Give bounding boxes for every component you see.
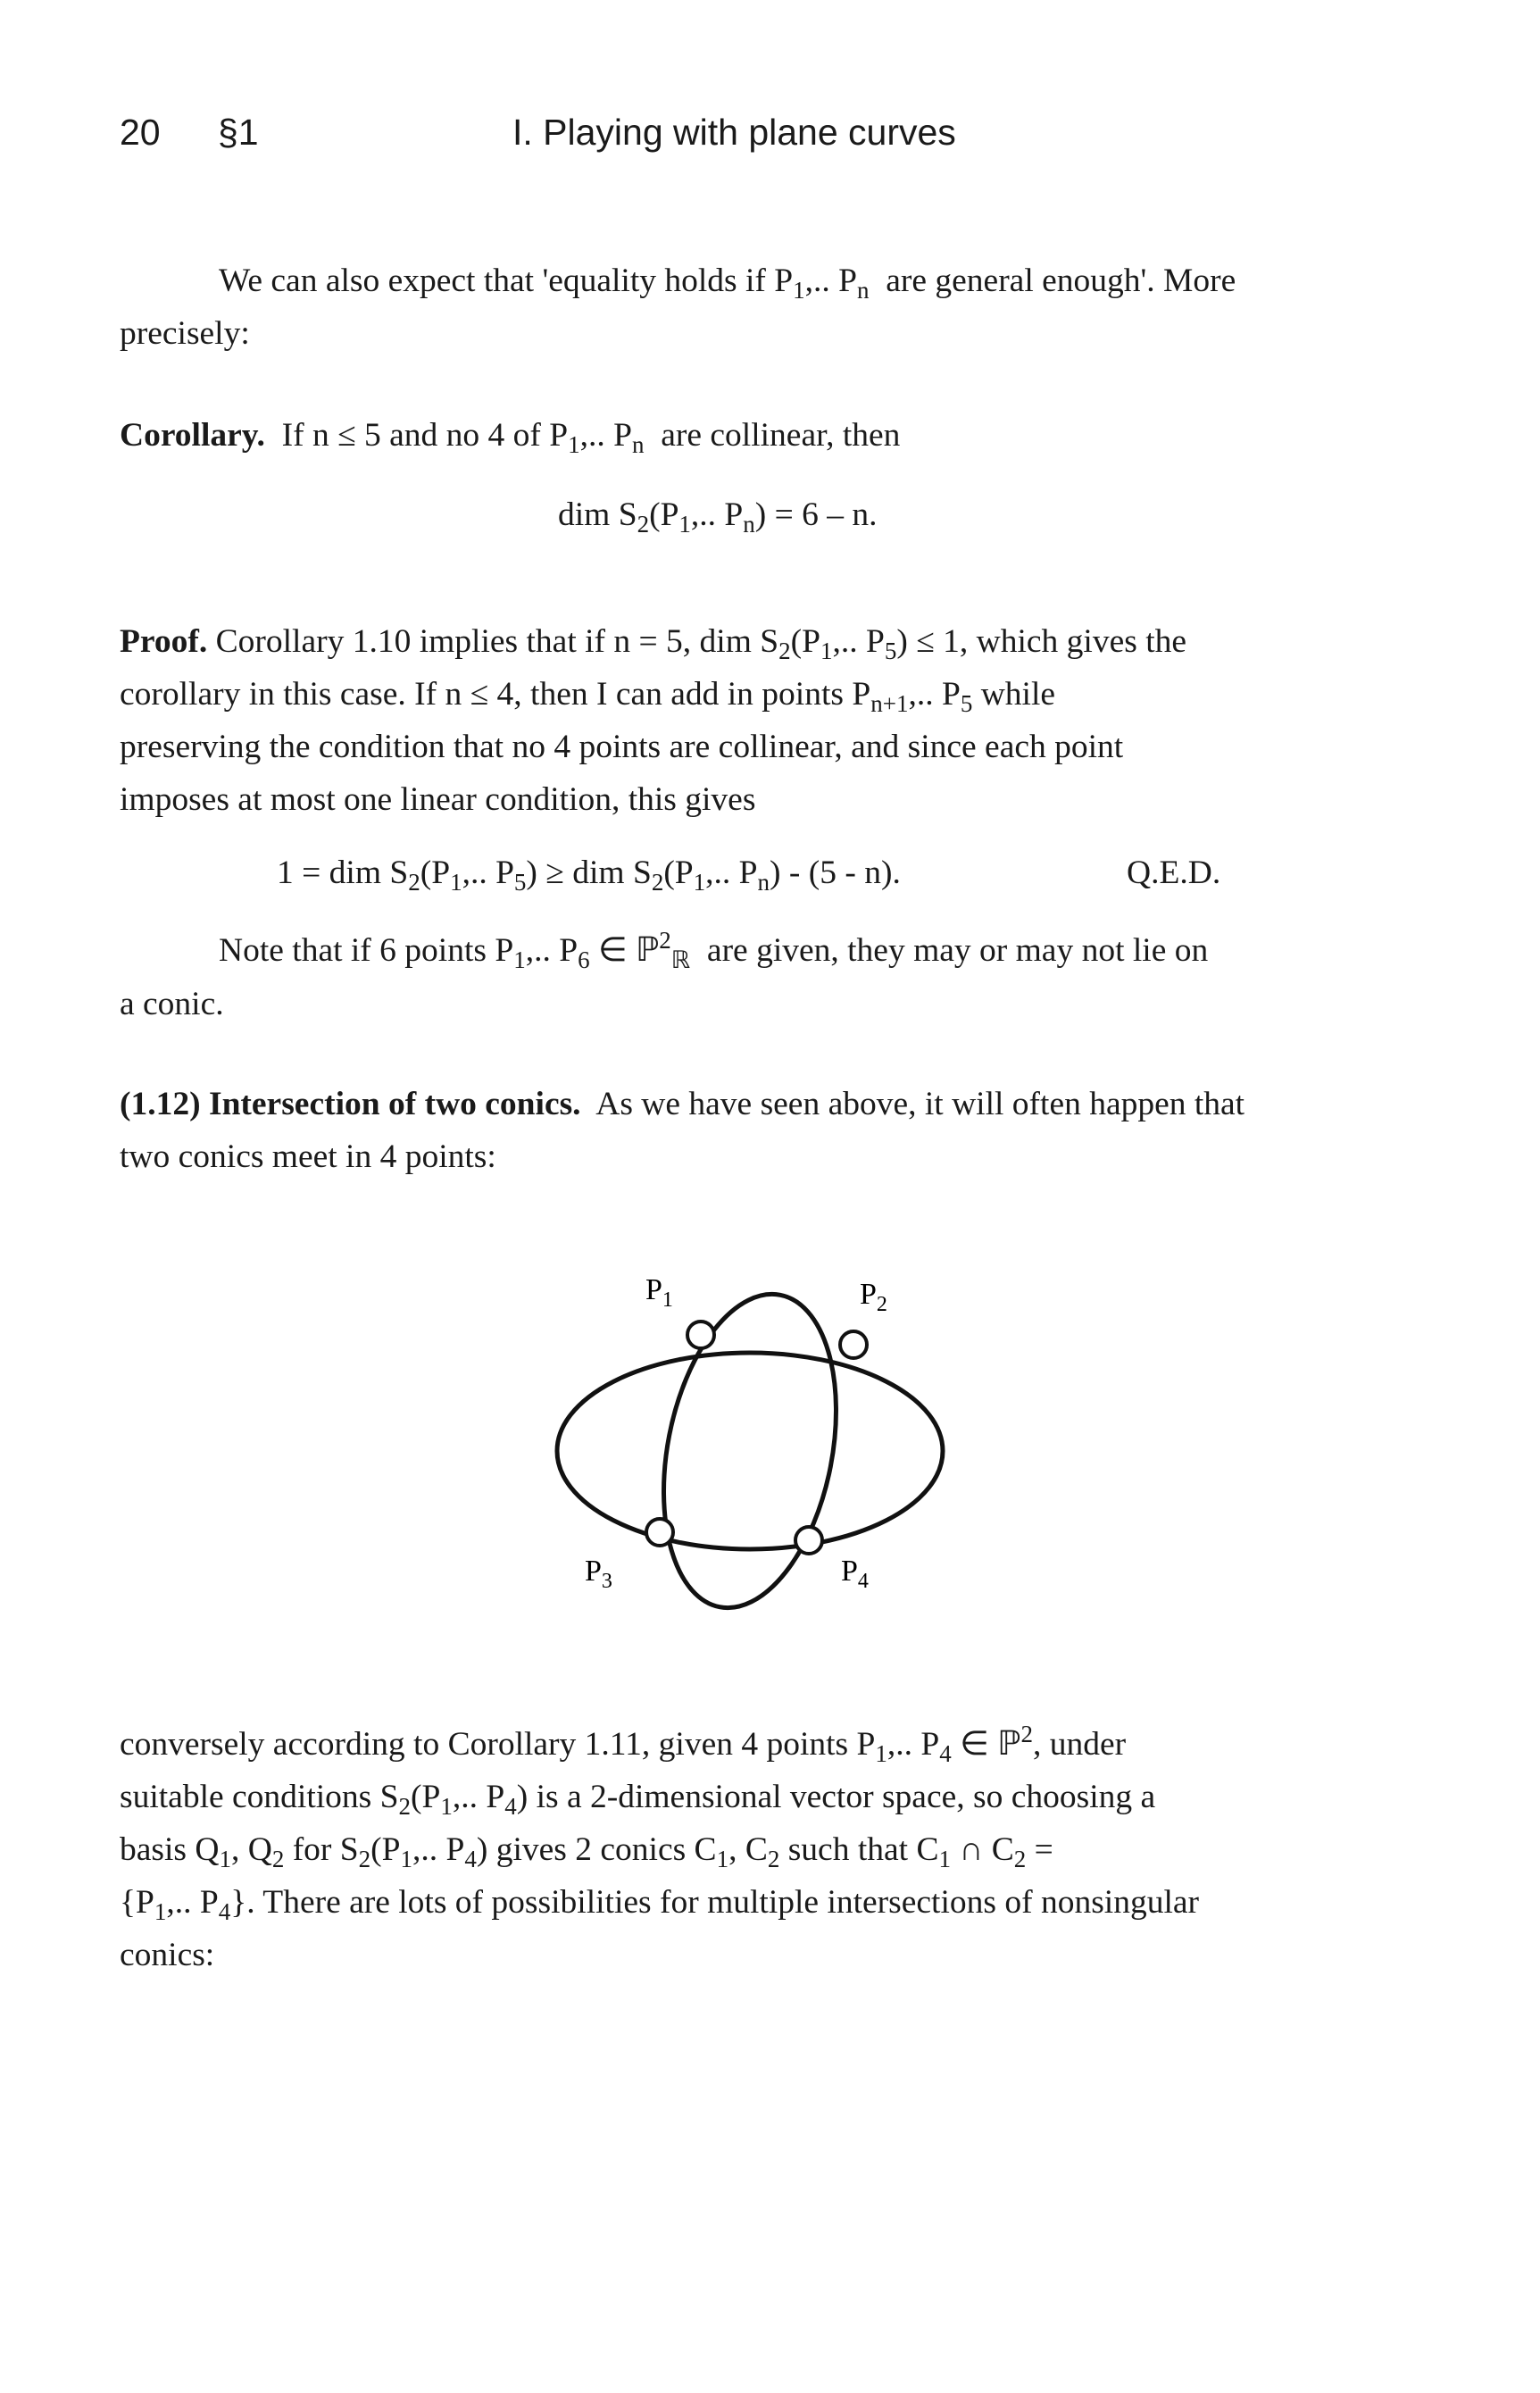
note-line1: Note that if 6 points $P_1$,.. $P_6$ ∈ ℙ$^2_ℝ$ are given, they may or may not lie on <box>219 927 1209 973</box>
corollary-formula: dim $S_2(P_1$,.. $P_n) = 6 - n$. <box>558 496 878 538</box>
proof-line1: Proof. Corollary 1.10 implies that if n = 5, dim $S_2(P_1$,.. $P_5) \le 1$, which gives the <box>120 623 1187 664</box>
final-line1: conversely according to Corollary 1.11, given 4 points $P_1$,.. $P_4$ ∈ ℙ$^2$, under <box>120 1721 1127 1767</box>
two-conics-figure <box>536 1250 982 1634</box>
section-112-line1: (1.12) Intersection of two conics. As we have seen above, it will often happen that <box>120 1086 1245 1122</box>
proof-heading: Proof. <box>120 623 208 660</box>
chapter-title: I. Playing with plane curves <box>512 112 956 153</box>
point-p1 <box>687 1322 714 1348</box>
para1-line1: We can also expect that 'equality holds if $P_1$,.. $P_n$ are general enough'. More <box>219 263 1236 304</box>
proof-line4: imposes at most one linear condition, this gives <box>120 781 756 818</box>
point-p2 <box>840 1331 867 1358</box>
section-112-heading: (1.12) Intersection of two conics. <box>120 1086 581 1122</box>
conic-vertical <box>639 1280 862 1623</box>
proof-equation: 1 = dim $S_2(P_1$,.. $P_5$) ≥ dim $S_2(P_1$,.. $P_n) - (5 - n)$. <box>277 855 901 896</box>
final-line2: suitable conditions $S_2(P_1$,.. $P_4$) is a 2-dimensional vector space, so choosing a <box>120 1779 1156 1820</box>
label-p3: $P_3$ <box>585 1555 612 1593</box>
corollary-heading: Corollary. <box>120 417 265 454</box>
page-number: 20 <box>120 112 161 153</box>
section-mark: §1 <box>218 112 259 153</box>
final-line3: basis $Q_1$, $Q_2$ for $S_2(P_1$,.. $P_4$) gives 2 conics $C_1$, $C_2$ such that $C_1$ ∩ $C_2$ = <box>120 1831 1053 1872</box>
label-p2: $P_2$ <box>860 1278 887 1316</box>
section-112-line2: two conics meet in 4 points: <box>120 1138 496 1175</box>
note-line2: a conic. <box>120 986 224 1022</box>
para1-line2: precisely: <box>120 315 250 352</box>
label-p4: $P_4$ <box>841 1555 869 1593</box>
final-line5: conics: <box>120 1937 215 1973</box>
running-header <box>120 105 1423 159</box>
corollary-statement: Corollary. If n ≤ 5 and no 4 of $P_1$,.. $P_n$ are collinear, then <box>120 417 901 458</box>
final-line4: {$P_1$,.. $P_4$}. There are lots of possibilities for multiple intersections of nonsingular <box>120 1884 1200 1925</box>
qed-mark: Q.E.D. <box>1127 855 1221 891</box>
proof-line3: preserving the condition that no 4 points are collinear, and since each point <box>120 729 1124 765</box>
point-p3 <box>646 1519 673 1546</box>
conic-horizontal <box>557 1353 943 1549</box>
label-p1: $P_1$ <box>645 1273 673 1312</box>
proof-line2: corollary in this case. If n ≤ 4, then I can add in points $P_{n+1}$,.. $P_5$ while <box>120 676 1056 717</box>
point-p4 <box>795 1527 822 1554</box>
